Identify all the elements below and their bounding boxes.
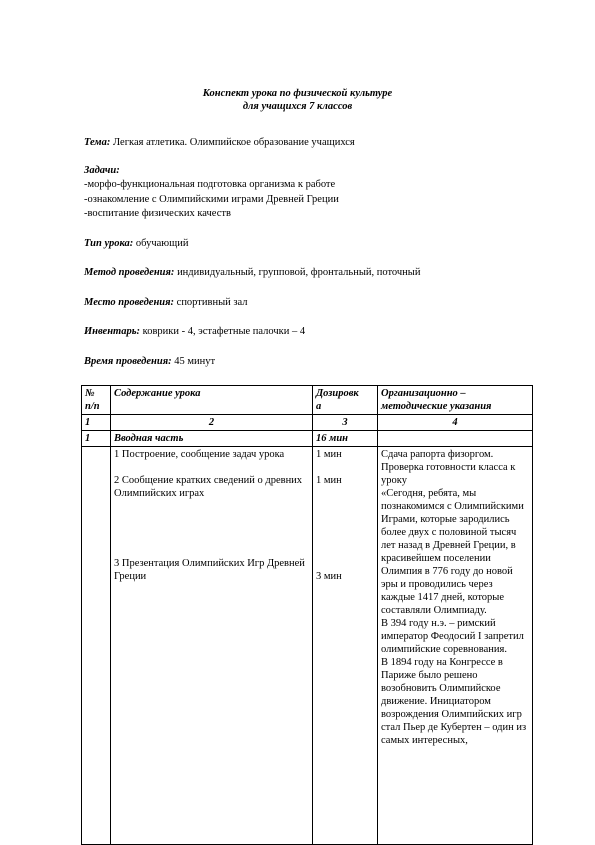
task-item: -морфо-функциональная подготовка организма к работе bbox=[84, 179, 336, 190]
header-content: Содержание урока bbox=[111, 386, 313, 415]
header-notes: Организационно – методические указания bbox=[378, 386, 533, 415]
duration-label: Время проведения: bbox=[84, 356, 172, 367]
task-item: -воспитание физических качеств bbox=[84, 208, 231, 219]
theme-line bbox=[84, 136, 355, 149]
step-dose: 3 мин bbox=[316, 571, 342, 582]
theme-value: Легкая атлетика. Олимпийское образование учащихся bbox=[110, 137, 355, 148]
method-line bbox=[84, 266, 420, 279]
lesson-type-label: Тип урока: bbox=[84, 238, 134, 249]
header-number: № п/п bbox=[82, 386, 111, 415]
table-row bbox=[82, 447, 533, 845]
section-number: 1 bbox=[82, 431, 111, 447]
place-line bbox=[84, 296, 248, 309]
steps-cell bbox=[111, 447, 313, 845]
dose-cell bbox=[313, 447, 378, 845]
column-number: 1 bbox=[82, 415, 111, 431]
header-dose: Дозировк а bbox=[313, 386, 378, 415]
table-header-row bbox=[82, 386, 533, 415]
column-number: 3 bbox=[313, 415, 378, 431]
theme-label: Тема: bbox=[84, 137, 111, 148]
lesson-table bbox=[81, 385, 533, 845]
document-title-line2: для учащихся 7 классов bbox=[242, 101, 353, 112]
step-text: 1 Построение, сообщение задач урока bbox=[114, 449, 285, 460]
section-row bbox=[82, 431, 533, 447]
column-number-row bbox=[82, 415, 533, 431]
tasks-label bbox=[84, 164, 120, 177]
section-name: Вводная часть bbox=[111, 431, 313, 447]
method-value: индивидуальный, групповой, фронтальный, поточный bbox=[174, 267, 421, 278]
document-title-line1: Конспект урока по физической культуре bbox=[202, 88, 393, 99]
column-number: 4 bbox=[378, 415, 533, 431]
duration-value: 45 минут bbox=[171, 356, 216, 367]
task-item: -ознакомление с Олимпийскими играми Древней Греции bbox=[84, 194, 339, 205]
lesson-type-line bbox=[84, 237, 188, 250]
step-text: 2 Сообщение кратких сведений о древних Олимпийских играх bbox=[114, 475, 303, 499]
equipment-label: Инвентарь: bbox=[84, 326, 141, 337]
equipment-line bbox=[84, 325, 305, 338]
note-paragraph: В 394 году н.э. – римский император Феодосий I запретил олимпийские соревнования. bbox=[381, 618, 524, 655]
lesson-type-value: обучающий bbox=[133, 238, 189, 249]
place-label: Место проведения: bbox=[84, 297, 175, 308]
step-dose: 1 мин bbox=[316, 449, 342, 460]
note-paragraph: Сдача рапорта физоргом. Проверка готовности класса к уроку bbox=[381, 449, 516, 486]
section-dose: 16 мин bbox=[313, 431, 378, 447]
column-number: 2 bbox=[111, 415, 313, 431]
tasks-label-text: Задачи: bbox=[84, 165, 120, 176]
notes-cell bbox=[378, 447, 533, 845]
duration-line bbox=[84, 355, 215, 368]
step-dose: 1 мин bbox=[316, 475, 342, 486]
method-label: Метод проведения: bbox=[84, 267, 175, 278]
equipment-value: коврики - 4, эстафетные палочки – 4 bbox=[140, 326, 306, 337]
note-paragraph: В 1894 году на Конгрессе в Париже было решено возобновить Олимпийское движение. Инициатором возрождения Олимпийских игр стал Пьер де Кубертен – один из самых интересных, bbox=[381, 657, 527, 746]
note-paragraph: «Сегодня, ребята, мы познакомимся с Олимпийскими Играми, которые зародились более двух с половиной тысяч лет назад в Древней Греции, в красивейшем поселении Олимпия в 776 году до новой эры и проводились через каждые 1417 дней, которые составляли Олимпиаду. bbox=[381, 488, 524, 616]
step-text: 3 Презентация Олимпийских Игр Древней Греции bbox=[114, 558, 305, 582]
place-value: спортивный зал bbox=[174, 297, 248, 308]
